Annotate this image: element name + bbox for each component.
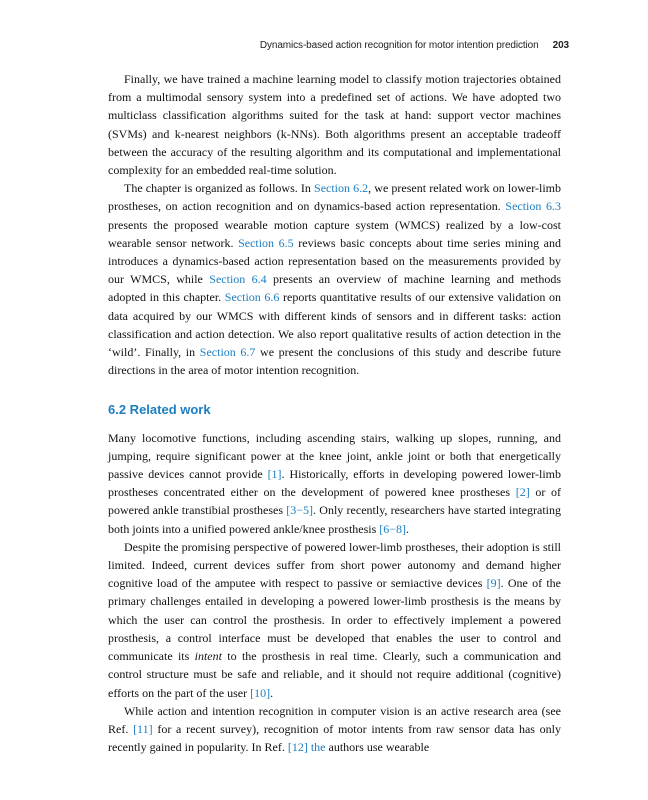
section-link-6-6[interactable]: Section 6.6: [224, 290, 280, 305]
text-run: While action and intention recognition in computer vision is an active research area (see Ref.: [108, 703, 561, 736]
paragraph-intention-recognition: [108, 702, 561, 757]
text-run: Many locomotive functions, including ascending stairs, walking up slopes, running, and jumping, require significant power at the knee joint, ankle joint or both that energetically passive devices cannot provide: [108, 430, 561, 482]
text-run: presents the proposed wearable motion capture system (WMCS) realized by a low-cost wearable sensor network.: [108, 217, 561, 250]
running-title: Dynamics-based action recognition for motor intention prediction: [259, 40, 539, 51]
section-link-6-4[interactable]: Section 6.4: [209, 272, 267, 287]
citation-link[interactable]: [10]: [250, 685, 271, 700]
section-link-6-2[interactable]: Section 6.2: [314, 181, 369, 196]
citation-link[interactable]: [3−5]: [286, 503, 314, 518]
paragraph-locomotive-functions: [108, 429, 561, 538]
text-run: presents an overview of machine learning and methods adopted in this chapter.: [108, 272, 562, 305]
paragraph-intro-ml: [108, 70, 561, 179]
body-text: [108, 70, 561, 756]
text-run: authors use wearable: [325, 740, 430, 755]
running-header: [108, 40, 569, 51]
text-run: .: [270, 685, 274, 700]
citation-link[interactable]: [1]: [267, 467, 282, 482]
text-run: to the prosthesis in real time. Clearly, such a communication and control structure must be safe and reliable, and it should not require additional (cognitive) efforts on the part of the user: [108, 649, 562, 700]
citation-link-continuation[interactable]: the: [310, 740, 326, 755]
text-run: . Only recently, researchers have started integrating both joints into a unified powered ankle/knee prosthesis: [108, 503, 561, 536]
paragraph-adoption-challenges: [108, 538, 561, 702]
citation-link[interactable]: [6−8]: [379, 521, 407, 536]
paragraph-chapter-organization: [108, 179, 561, 379]
citation-link[interactable]: [9]: [486, 576, 501, 591]
text-run: for a recent survey), recognition of motor intents from raw sensor data has only recently gained in popularity. In Ref.: [108, 721, 562, 755]
citation-link[interactable]: [12]: [287, 740, 308, 755]
section-heading: 6.2 Related work: [108, 402, 211, 418]
text-run: . Historically, efforts in developing powered lower-limb prostheses concentrated either on the development of powered knee prostheses: [108, 467, 561, 500]
text-run: The chapter is organized as follows. In: [124, 181, 315, 196]
text-run: Despite the promising perspective of powered lower-limb prostheses, their adoption is still limited. Indeed, current devices suffer from short power autonomy and demand higher cognitive load of the amputee with respect to passive or semiactive devices: [108, 539, 561, 591]
text-run: or of powered ankle transtibial prostheses: [108, 485, 561, 518]
text-run: . One of the primary challenges entailed in developing a powered lower-limb prosthesis is the means by which the user can control the prosthesis. In order to effectively implement a powered prosthesis, a control interface must be developed that enables the user to control and communicate its: [108, 576, 561, 664]
citation-link[interactable]: [11]: [133, 721, 153, 736]
text-run: Finally, we have trained a machine learning model to classify motion trajectories obtained from a multimodal sensory system into a predefined set of actions. We have adopted two multiclass classification algorithms suited for the task at hand: support vector machines (SVMs) and k-nearest neighbors (k-NNs). Both algorithms present an acceptable tradeoff between the accuracy of the resulting algorithm and its computational and implementational complexity for an embedded real-time solution.: [108, 72, 561, 178]
section-link-6-7[interactable]: Section 6.7: [199, 345, 256, 360]
section-link-6-3[interactable]: Section 6.3: [505, 199, 561, 214]
emphasis-intent: intent: [194, 649, 222, 664]
page-number: 203: [552, 40, 569, 51]
text-run: reviews basic concepts about time series mining and introduces a dynamics-based action representation based on the measurements provided by our WMCS, while: [108, 235, 561, 287]
section-link-6-5[interactable]: Section 6.5: [238, 235, 294, 250]
text-run: .: [406, 521, 410, 536]
citation-link[interactable]: [2]: [515, 485, 530, 500]
text-run: we present the conclusions of this study and describe future directions in the area of motor intention recognition.: [108, 345, 561, 378]
text-run: , we present related work on lower-limb prostheses, on action recognition and on dynamics-based action representation.: [108, 181, 562, 214]
text-run: reports quantitative results of our extensive validation on data acquired by our WMCS with different kinds of sensors and in different tasks: action classification and action detection. We also report qualitative results of action detection in the ‘wild’. Finally, in: [108, 290, 561, 360]
